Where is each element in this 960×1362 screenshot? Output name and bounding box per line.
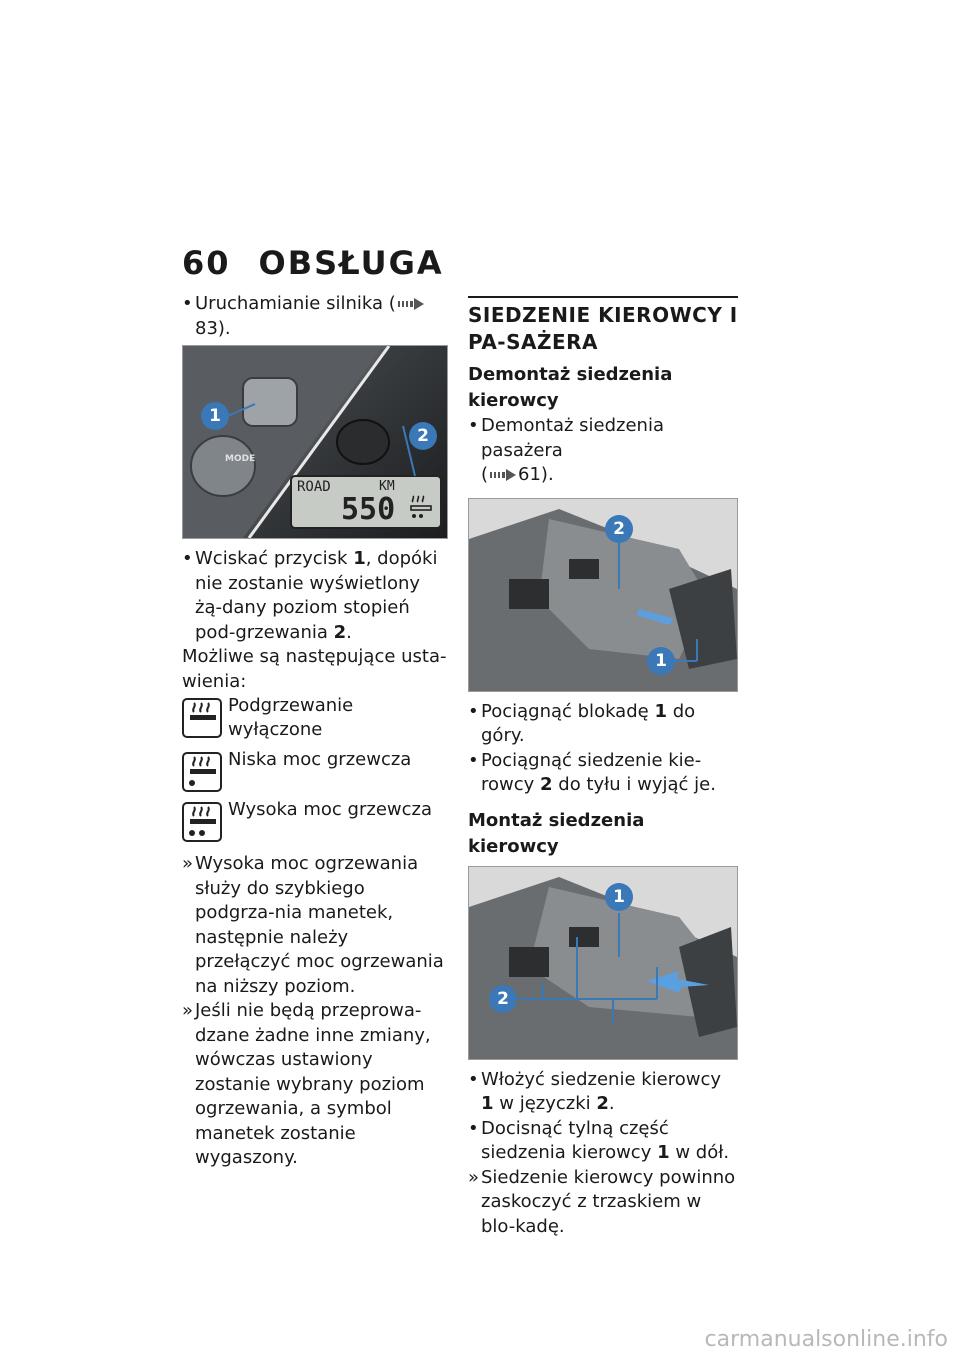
step1-ref-2: 2 (333, 621, 347, 643)
install-step2-b: w dół. (669, 1142, 730, 1163)
intro-ref: 83). (195, 317, 231, 339)
removal-callout-2: 2 (605, 515, 633, 543)
install-title: Montaż siedzenia kierowcy (468, 809, 645, 857)
step1-ref-1: 1 (353, 548, 366, 569)
heated-grip-off-icon (182, 698, 222, 738)
install-result: » Siedzenie kierowcy powinno zaskoczyć z trzaskiem w blo-kadę. (468, 1166, 738, 1240)
removal-step-ref: ( 61). (481, 464, 554, 485)
result-auto-set: » Jeśli nie będą przeprowa-dzane żadne inne zmiany, wówczas ustawiony zostanie wybrany poziom ogrzewania, a symbol manetek zostanie wygaszony. (182, 999, 448, 1171)
install-step1-a: Włożyć siedzenie kierowcy (481, 1068, 722, 1090)
handlebar-figure (182, 345, 448, 539)
install-step-insert (468, 1068, 738, 1117)
install-step1-ref-2: 2 (596, 1093, 609, 1114)
handlebar-illustration (183, 346, 447, 538)
install-callout-1: 1 (605, 883, 633, 911)
section-title: SIEDZENIE KIEROWCY I PA-SAŻERA (468, 303, 738, 354)
install-step1-c: . (608, 1093, 615, 1114)
removal-step-pull-lock (468, 700, 738, 749)
callout-1: 1 (201, 402, 229, 430)
removal-title: Demontaż siedzenia kierowcy (468, 364, 673, 411)
section-rule (468, 296, 738, 298)
install-step2-a: Docisnąć tylną część siedzenia kierowcy (481, 1117, 669, 1163)
install-step-press (468, 1117, 738, 1166)
removal-step1-text: Demontaż siedzenia pasażera (481, 415, 664, 461)
right-column (468, 292, 738, 1239)
display-unit: KM (379, 479, 395, 494)
possible-settings-text: Możliwe są następujące usta-wienia: (182, 646, 447, 692)
display-mode: ROAD (297, 479, 331, 495)
option-off-label: Podgrzewanie wyłączone (228, 695, 354, 740)
seat-removal-illustration (469, 499, 737, 691)
seat-install-illustration (469, 867, 737, 1059)
step1-text-b: , dopóki nie zostanie wyświetlony żą-dany poziom stopień pod-grzewania (195, 548, 438, 643)
removal-step2-b: do góry. (481, 700, 696, 746)
install-step1-b: w języczki (493, 1093, 597, 1114)
install-step1-ref-1: 1 (481, 1093, 494, 1114)
removal-step3-ref: 2 (540, 774, 553, 795)
page-header (182, 244, 444, 282)
option-off (182, 694, 448, 742)
intro-text: Uruchamianie silnika ( (195, 293, 396, 314)
install-step2-ref: 1 (657, 1142, 670, 1163)
page-title: OBSŁUGA (258, 244, 444, 282)
heated-grip-high-icon (182, 802, 222, 842)
removal-step2-ref: 1 (654, 700, 667, 722)
display-heated-grip-icon (409, 494, 435, 520)
removal-step3-a: Pociągnąć siedzenie kie-rowcy (481, 749, 702, 795)
step1-text-c: . (346, 621, 352, 643)
option-high-label: Wysoka moc grzewcza (228, 799, 432, 820)
removal-step3-b: do tyłu i wyjąć je. (552, 774, 716, 795)
removal-step-passenger (468, 414, 738, 463)
removal-step1-ref: 61). (518, 464, 554, 485)
mode-button-label: MODE (225, 454, 256, 464)
option-high (182, 798, 448, 842)
page-number: 60 (182, 244, 231, 282)
page-reference-arrow-icon (398, 298, 424, 310)
intro-step (182, 292, 448, 341)
removal-step2-a: Pociągnąć blokadę (481, 700, 655, 722)
page-reference-arrow-icon (490, 469, 516, 481)
heated-grip-low-icon (182, 752, 222, 792)
left-column (182, 292, 448, 1171)
step1-text-a: Wciskać przycisk (195, 548, 354, 569)
option-low (182, 748, 448, 792)
result-high-heat: » Wysoka moc ogrzewania służy do szybkiego podgrza-nia manetek, następnie należy przełączyć moc ogrzewania na niższy poziom. (182, 852, 448, 999)
seat-install-figure (468, 866, 738, 1060)
seat-removal-figure (468, 498, 738, 692)
install-callout-2: 2 (489, 985, 517, 1013)
callout-2: 2 (409, 422, 437, 450)
display-value: 550 (341, 492, 396, 527)
option-low-label: Niska moc grzewcza (228, 749, 412, 770)
removal-step-pull-seat (468, 749, 738, 798)
step-press-button (182, 547, 448, 645)
removal-callout-1: 1 (647, 647, 675, 675)
watermark: carmanualsonline.info (704, 1327, 948, 1352)
